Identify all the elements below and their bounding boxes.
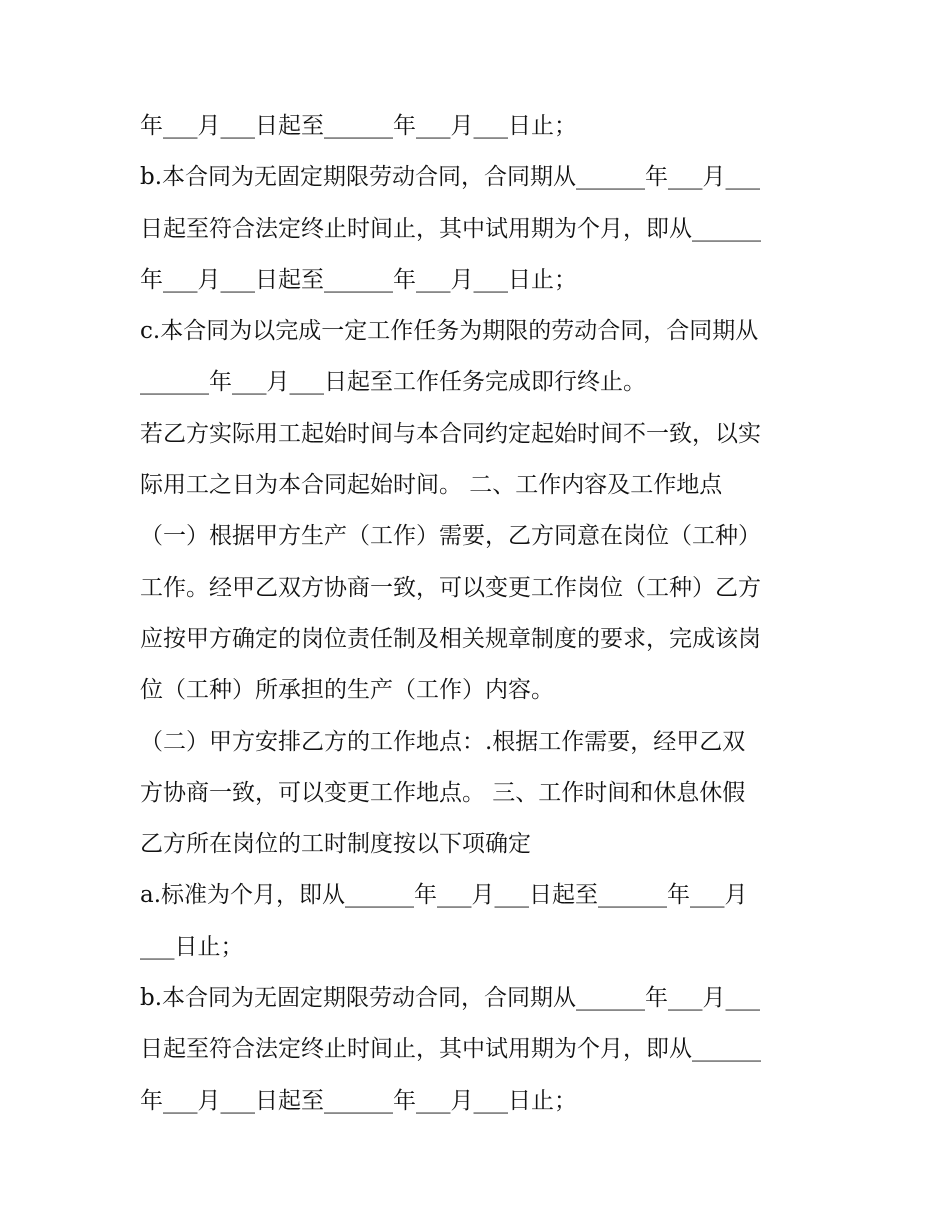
text-line: （二）甲方安排乙方的工作地点：.根据工作需要，经甲乙双 (140, 728, 746, 755)
text-line: ___日止； (140, 933, 244, 960)
text-line: 年___月___日起至______年___月___日止； (140, 266, 577, 293)
text-line: 方协商一致，可以变更工作地点。 三、工作时间和休息休假 (140, 779, 746, 806)
text-line: b.本合同为无固定期限劳动合同，合同期从______年___月___ (140, 164, 761, 191)
text-line: 工作。经甲乙双方协商一致，可以变更工作岗位（工种）乙方 (140, 574, 761, 601)
text-line: a.标准为个月，即从______年___月___日起至______年___月 (140, 882, 748, 909)
text-line: （一）根据甲方生产（工作）需要，乙方同意在岗位（工种） (140, 523, 761, 550)
text-line: 若乙方实际用工起始时间与本合同约定起始时间不一致，以实 (140, 420, 761, 447)
document-body (140, 101, 820, 1127)
text-line: 日起至符合法定终止时间止，其中试用期为个月，即从______ (140, 215, 761, 242)
text-line: 乙方所在岗位的工时制度按以下项确定 (140, 831, 531, 858)
text-line: 应按甲方确定的岗位责任制及相关规章制度的要求，完成该岗 (140, 625, 761, 652)
text-line: ______年___月___日起至工作任务完成即行终止。 (140, 369, 646, 396)
text-line: 际用工之日为本合同起始时间。 二、工作内容及工作地点 (140, 472, 723, 499)
text-line: 年___月___日起至______年___月___日止； (140, 1087, 577, 1114)
text-line: 位（工种）所承担的生产（工作）内容。 (140, 677, 554, 704)
text-line: 日起至符合法定终止时间止，其中试用期为个月，即从______ (140, 1036, 761, 1063)
text-line: c.本合同为以完成一定工作任务为期限的劳动合同，合同期从 (140, 318, 759, 345)
text-line: b.本合同为无固定期限劳动合同，合同期从______年___月___ (140, 985, 761, 1012)
text-line: 年___月___日起至______年___月___日止； (140, 113, 577, 139)
